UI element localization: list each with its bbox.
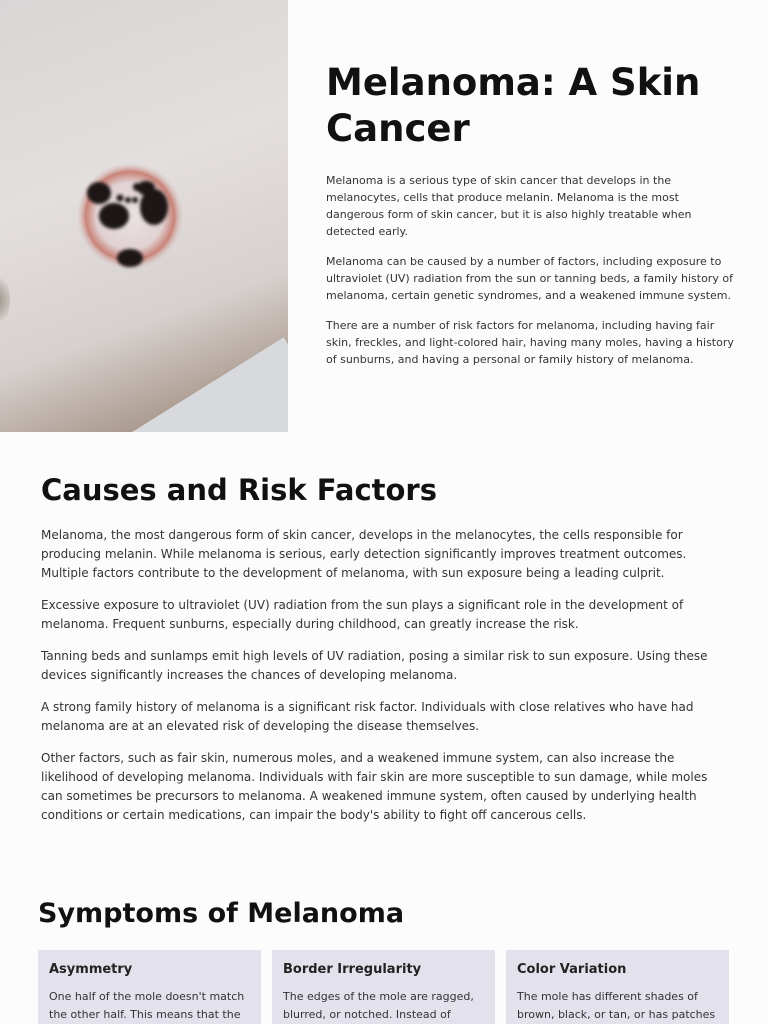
causes-paragraph: Tanning beds and sunlamps emit high levels of UV radiation, posing a similar risk to sun exposure. Using these devices significantly increases the chances of developing melanoma.	[41, 649, 708, 682]
causes-paragraph: Other factors, such as fair skin, numerous moles, and a weakened immune system, can also increase the likelihood of developing melanoma. Individuals with fair skin are more susceptible to sun damage, while moles can sometimes be precursors to melanoma. A weakened immune system, often caused by underlying health conditions or certain medications, can impair the body's ability to fight off cancerous cells.	[41, 751, 708, 822]
symptom-card-text: One half of the mole doesn't match the other half. This means that the	[49, 990, 245, 1021]
symptom-card-title: Color Variation	[517, 962, 627, 977]
causes-paragraph: Excessive exposure to ultraviolet (UV) radiation from the sun plays a significant role in the development of melanoma. Frequent sunburns, especially during childhood, can greatly increase the risk.	[41, 598, 684, 631]
symptom-card-color	[506, 950, 729, 1024]
causes-section	[41, 472, 731, 838]
symptom-card-title: Asymmetry	[49, 962, 133, 977]
symptoms-heading: Symptoms of Melanoma	[38, 898, 405, 929]
hero-paragraph: Melanoma is a serious type of skin cancer that develops in the melanocytes, cells that produce melanin. Melanoma is the most dangerous form of skin cancer, but it is also highly treatable when detected early.	[326, 174, 692, 238]
symptom-cards	[38, 950, 730, 1024]
symptom-card-asymmetry	[38, 950, 261, 1024]
symptom-card-title: Border Irregularity	[283, 962, 422, 977]
hero-section	[326, 60, 736, 381]
causes-paragraph: Melanoma, the most dangerous form of skin cancer, develops in the melanocytes, the cells responsible for producing melanin. While melanoma is serious, early detection significantly improves treatment outcomes. Multiple factors contribute to the development of melanoma, with sun exposure being a leading culprit.	[41, 528, 687, 580]
symptom-card-border	[272, 950, 495, 1024]
hero-paragraph: Melanoma can be caused by a number of factors, including exposure to ultraviolet (UV) radiation from the sun or tanning beds, a family history of melanoma, certain genetic syndromes, and a weakened immune system.	[326, 255, 733, 302]
causes-paragraph: A strong family history of melanoma is a significant risk factor. Individuals with close relatives who have had melanoma are at an elevated risk of developing the disease themselves.	[41, 700, 694, 733]
symptoms-section	[38, 896, 730, 1024]
page-title: Melanoma: A Skin Cancer	[326, 61, 701, 150]
hero-mole-image	[0, 0, 288, 432]
hero-paragraph: There are a number of risk factors for melanoma, including having fair skin, freckles, and light-colored hair, having many moles, having a history of sunburns, and having a personal or family history of melanoma.	[326, 319, 734, 366]
symptom-card-text: The mole has different shades of brown, black, or tan, or has patches	[517, 990, 716, 1021]
causes-heading: Causes and Risk Factors	[41, 473, 437, 507]
symptom-card-text: The edges of the mole are ragged, blurred, or notched. Instead of	[283, 990, 474, 1021]
